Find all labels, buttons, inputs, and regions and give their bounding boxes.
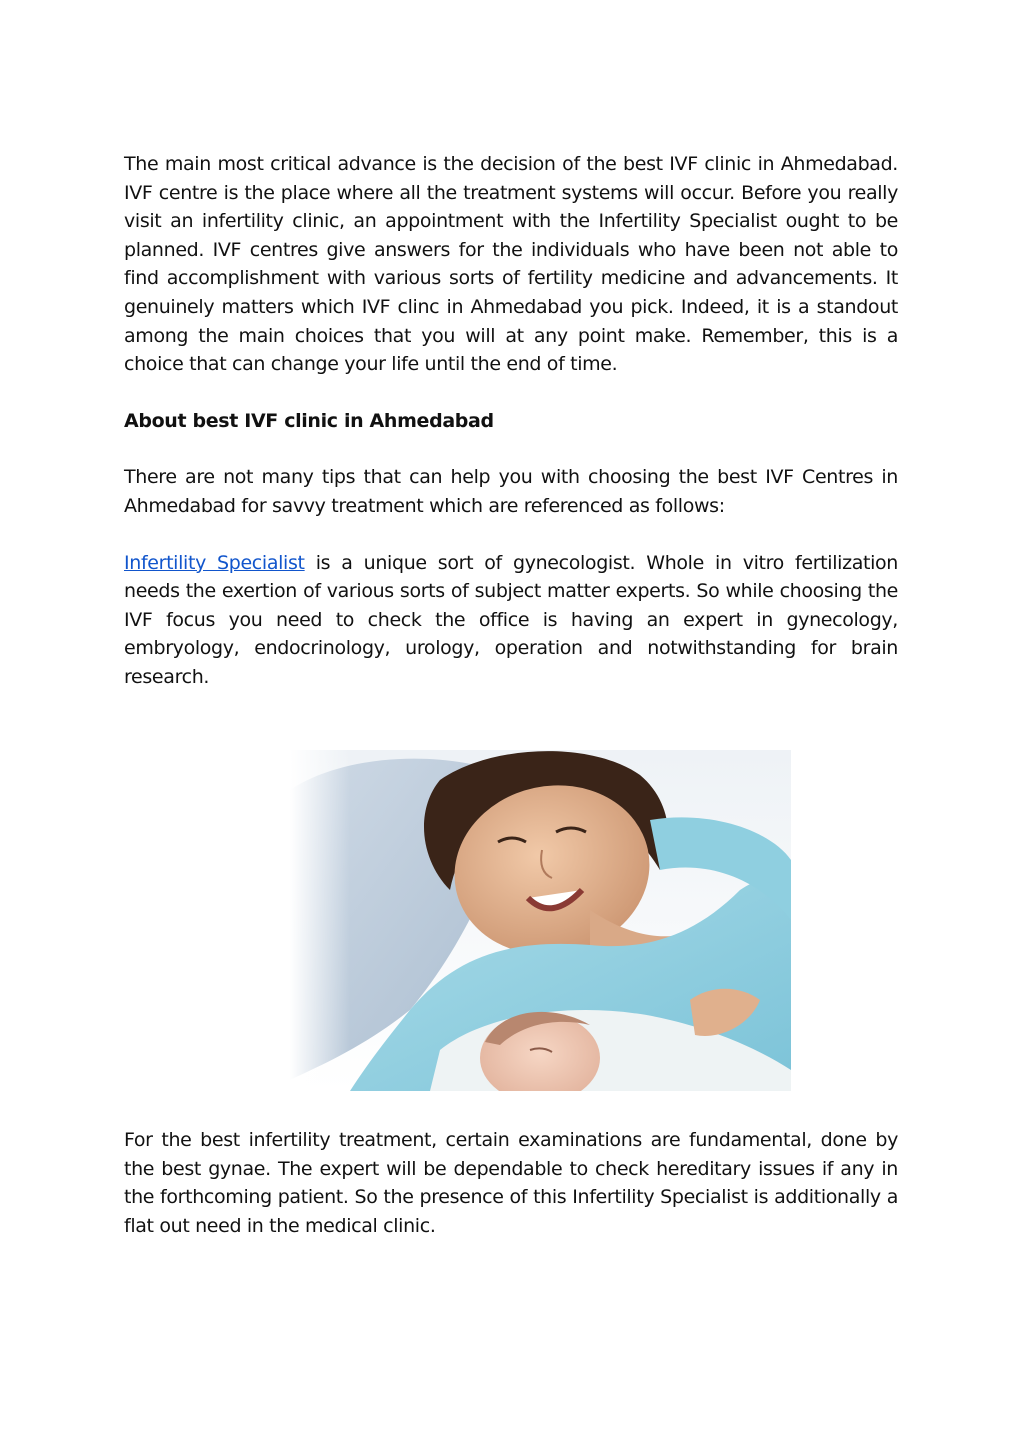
section-heading: About best IVF clinic in Ahmedabad (124, 409, 494, 432)
treatment-section (124, 1126, 898, 1240)
specialist-paragraph (124, 549, 898, 692)
intro-paragraph: The main most critical advance is the decision of the best IVF clinic in Ahmedabad. IVF centre is the place where all the treatment systems will occur. Before you really visit an infertility clinic, an appointment with the Infertility Specialist ought to be planned. IVF centres give answers for the individuals who have been not able to find accomplishment with various sorts of fertility medicine and advancements. It genuinely matters which IVF clinc in Ahmedabad you pick. Indeed, it is a standout among the main choices that you will at any point make. Remember, this is a choice that can change your life until the end of time. (124, 153, 898, 376)
specialist-paragraph-text: is a unique sort of gynecologist. Whole in vitro fertilization needs the exertion of various sorts of subject matter experts. So while choosing the IVF focus you need to check the office is having an expert in gynecology, embryology, endocrinology, urology, operation and notwithstanding for brain research. (124, 551, 898, 688)
treatment-paragraph: For the best infertility treatment, certain examinations are fundamental, done by the best gynae. The expert will be dependable to check hereditary issues if any in the forthcoming patient. So the presence of this Infertility Specialist is additionally a flat out need in the medical clinic. (124, 1129, 898, 1237)
tips-paragraph: There are not many tips that can help you with choosing the best IVF Centres in Ahmedabad for savvy treatment which are referenced as follows: (124, 466, 898, 517)
mother-and-newborn-photo (290, 750, 791, 1091)
document-body (124, 150, 898, 692)
infertility-specialist-link[interactable]: Infertility Specialist (124, 551, 305, 574)
